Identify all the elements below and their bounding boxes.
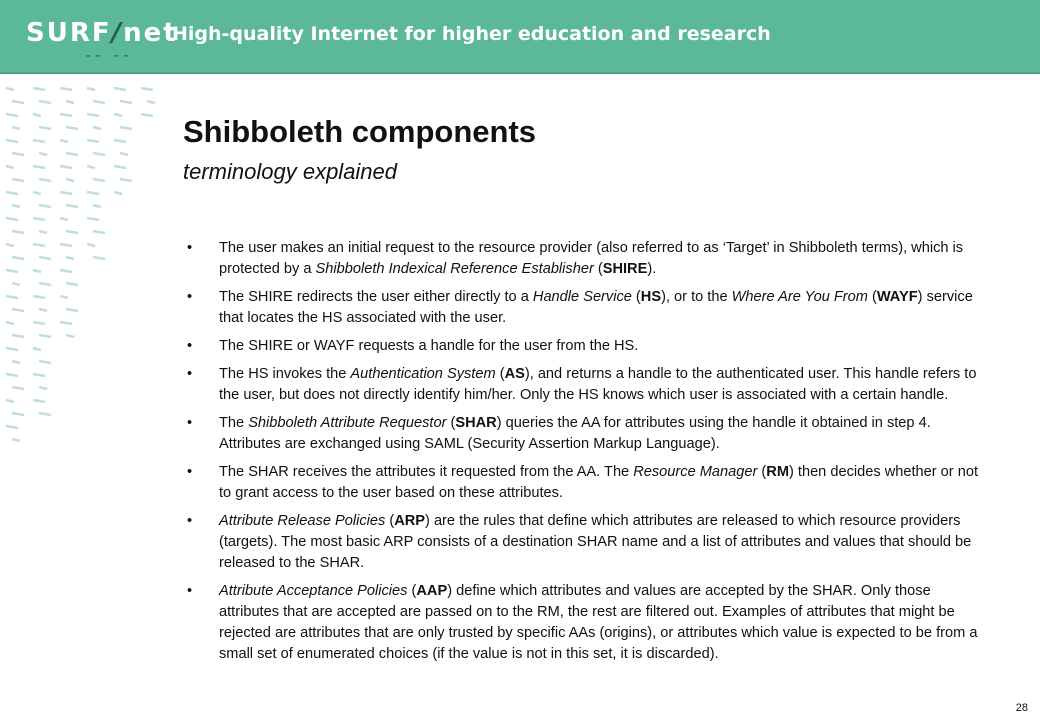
pattern-dash: [60, 166, 72, 168]
bullet-text: The SHIRE redirects the user either directly to a: [219, 289, 533, 305]
bullet-text: (: [446, 415, 456, 431]
pattern-dash: [93, 101, 105, 103]
pattern-dash: [39, 127, 51, 129]
bullet-acronym: WAYF: [876, 289, 918, 305]
pattern-dash: [12, 231, 24, 233]
page-subtitle: terminology explained: [183, 159, 398, 184]
bullet-dot: •: [187, 338, 193, 354]
bullet-text: ).: [647, 261, 657, 277]
pattern-dash: [60, 192, 72, 194]
pattern-dash: [87, 140, 99, 142]
bullet-term: Shibboleth Indexical Reference Establisher: [315, 261, 594, 277]
pattern-dash: [66, 205, 78, 207]
pattern-dash: [39, 335, 51, 337]
bullet-text: ) service that locates the HS associated with the user.: [219, 289, 973, 326]
decorative-dash-pattern: [0, 80, 180, 500]
pattern-dash: [93, 153, 105, 155]
bullet-text: ) then decides whether or not to grant access to the user based on these attributes.: [219, 464, 979, 501]
pattern-dash: [87, 166, 95, 168]
pattern-dash: [66, 335, 74, 337]
pattern-dash: [12, 309, 24, 311]
bullet-dot: •: [187, 513, 193, 529]
pattern-dash: [6, 140, 18, 142]
pattern-dash: [39, 179, 51, 181]
pattern-dash: [39, 283, 51, 285]
header-tagline: High-quality Internet for higher education and research: [172, 23, 771, 45]
bullet-item: [180, 581, 985, 665]
pattern-dash: [12, 153, 24, 155]
pattern-dash: [114, 114, 122, 116]
bullet-text: ), and returns a handle to the authenticated user. This handle refers to the user, but does not directly identify him/her. Only the HS knows which user is associated with a certain handle.: [219, 366, 977, 403]
pattern-dash: [6, 114, 18, 116]
pattern-dash: [66, 283, 78, 285]
bullet-text: The SHAR receives the attributes it requested from the AA. The: [219, 464, 634, 480]
pattern-dash: [87, 244, 95, 246]
pattern-dash: [6, 296, 18, 298]
pattern-dash: [12, 205, 20, 207]
bullet-text: (: [867, 289, 877, 305]
logo-surf: SURF: [26, 18, 112, 48]
bullet-item: [180, 413, 985, 455]
pattern-dash: [66, 257, 74, 259]
pattern-dash: [6, 270, 18, 272]
pattern-dash: [93, 231, 105, 233]
bullet-dot: •: [187, 464, 193, 480]
bullet-dot: •: [187, 415, 193, 431]
pattern-dash: [147, 101, 155, 103]
bullet-term: Authentication System: [350, 366, 496, 382]
pattern-dash: [39, 205, 51, 207]
pattern-dash: [39, 153, 47, 155]
pattern-dash: [39, 257, 51, 259]
pattern-dash: [12, 361, 20, 363]
pattern-dash: [6, 218, 18, 220]
pattern-dash: [66, 153, 78, 155]
pattern-dash: [33, 166, 45, 168]
bullet-text: (: [385, 513, 395, 529]
bullet-term: Attribute Acceptance Policies: [219, 583, 408, 599]
pattern-dash: [93, 257, 105, 259]
logo-net: net: [123, 18, 178, 48]
pattern-dash: [33, 322, 45, 324]
pattern-dash: [114, 140, 126, 142]
pattern-dash: [87, 114, 99, 116]
logo-slash: /: [111, 18, 124, 48]
pattern-dash: [39, 101, 51, 103]
pattern-dash: [33, 88, 45, 90]
bullet-text: The: [219, 415, 249, 431]
pattern-dash: [12, 439, 20, 441]
bullet-text: ), or to the: [661, 289, 732, 305]
pattern-dash: [33, 400, 45, 402]
pattern-dash: [39, 231, 47, 233]
pattern-dash: [12, 101, 24, 103]
pattern-dash: [120, 101, 132, 103]
pattern-dash: [33, 348, 41, 350]
pattern-dash: [6, 88, 14, 90]
bullet-acronym: SHIRE: [602, 261, 648, 277]
pattern-dash: [6, 244, 14, 246]
pattern-dash: [6, 166, 14, 168]
bullet-text: ) queries the AA for attributes using the handle it obtained in step 4. Attributes are exchanged using SAML (Security Assertion Markup Language).: [219, 415, 931, 452]
pattern-dash: [12, 179, 24, 181]
pattern-dash: [60, 140, 68, 142]
pattern-dash: [120, 153, 128, 155]
pattern-dash: [6, 322, 14, 324]
bullet-text: The user makes an initial request to the resource provider (also referred to as ‘Target’ in Shibboleth terms), which is protected by a: [219, 240, 964, 277]
pattern-dash: [33, 296, 45, 298]
pattern-dash: [12, 283, 20, 285]
page-number: 28: [1015, 702, 1028, 714]
bullet-acronym: HS: [640, 289, 662, 305]
pattern-dash: [39, 361, 51, 363]
pattern-dash: [93, 127, 101, 129]
pattern-dash: [120, 127, 132, 129]
pattern-dash: [60, 270, 72, 272]
pattern-dash: [12, 257, 24, 259]
bullet-term: Shibboleth Attribute Requestor: [248, 415, 447, 431]
pattern-dash: [60, 296, 68, 298]
bullet-acronym: RM: [766, 464, 789, 480]
bullet-text: The HS invokes the: [219, 366, 351, 382]
pattern-dash: [60, 322, 72, 324]
pattern-dash: [60, 114, 72, 116]
bullet-text: (: [407, 583, 417, 599]
bullet-dot: •: [187, 240, 193, 256]
pattern-dash: [6, 348, 18, 350]
pattern-dash: [60, 88, 72, 90]
bullet-text: ) are the rules that define which attributes are released to which resource providers (targets). The most basic ARP consists of a destination SHAR name and a list of attributes and values that should be released to the SHAR.: [219, 513, 972, 571]
bullet-item: [180, 462, 985, 504]
pattern-dash: [39, 387, 47, 389]
pattern-dash: [12, 127, 20, 129]
pattern-dash: [39, 413, 51, 415]
bullet-item: [180, 364, 985, 406]
bullet-item: [180, 511, 985, 574]
pattern-dash: [141, 88, 153, 90]
bullet-term: Attribute Release Policies: [219, 513, 386, 529]
pattern-dash: [66, 309, 78, 311]
bullet-dot: •: [187, 366, 193, 382]
pattern-dash: [87, 88, 95, 90]
pattern-dash: [87, 218, 99, 220]
pattern-dash: [93, 179, 105, 181]
pattern-dash: [114, 166, 126, 168]
header-divider: [0, 72, 1040, 74]
bullet-acronym: SHAR: [455, 415, 497, 431]
pattern-dash: [120, 179, 132, 181]
bullet-term: Handle Service: [532, 289, 632, 305]
pattern-dash: [33, 192, 41, 194]
bullet-dot: •: [187, 583, 193, 599]
pattern-dash: [66, 179, 74, 181]
pattern-dash: [33, 244, 45, 246]
bullet-text: The SHIRE or WAYF requests a handle for the user from the HS.: [219, 338, 639, 354]
pattern-dash: [39, 309, 47, 311]
pattern-dash: [33, 140, 45, 142]
bullet-dot: •: [187, 289, 193, 305]
surfnet-logo: [26, 18, 178, 48]
bullet-item: [180, 336, 985, 357]
pattern-dash: [6, 400, 14, 402]
page-title: Shibboleth components: [183, 114, 537, 149]
bullet-acronym: AAP: [416, 583, 448, 599]
bullet-list: [180, 238, 985, 672]
pattern-dash: [93, 205, 101, 207]
pattern-dash: [12, 413, 24, 415]
pattern-dash: [114, 88, 126, 90]
pattern-dash: [66, 127, 78, 129]
pattern-dash: [33, 374, 45, 376]
bullet-item: [180, 238, 985, 280]
pattern-dash: [6, 192, 18, 194]
bullet-text: (: [593, 261, 603, 277]
pattern-dash: [66, 101, 74, 103]
pattern-dash: [12, 387, 24, 389]
bullet-acronym: AS: [504, 366, 525, 382]
bullet-acronym: ARP: [394, 513, 426, 529]
bullet-item: [180, 287, 985, 329]
pattern-dash: [33, 114, 41, 116]
pattern-dash: [6, 426, 18, 428]
bullet-text: (: [757, 464, 767, 480]
bullet-term: Resource Manager: [633, 464, 758, 480]
pattern-dash: [12, 335, 24, 337]
bullet-term: Where Are You From: [731, 289, 868, 305]
pattern-dash: [60, 244, 72, 246]
logo-dots: -- --: [84, 48, 132, 64]
bullet-text: (: [495, 366, 505, 382]
pattern-dash: [141, 114, 153, 116]
pattern-dash: [114, 192, 122, 194]
pattern-dash: [66, 231, 78, 233]
pattern-dash: [33, 270, 41, 272]
pattern-dash: [6, 374, 18, 376]
pattern-dash: [87, 192, 99, 194]
bullet-text: (: [631, 289, 641, 305]
pattern-dash: [33, 218, 45, 220]
pattern-dash: [60, 218, 68, 220]
bullet-text: ) define which attributes and values are accepted by the SHAR. Only those attributes that are accepted are passed on to the RM, the rest are filtered out. Examples of attributes that might be rejected are attributes that are only trusted by specific AAs (origins), or attributes which value is expected to be from a small set of enumerated choices (if the value is not in this set, it is discarded).: [219, 583, 978, 662]
